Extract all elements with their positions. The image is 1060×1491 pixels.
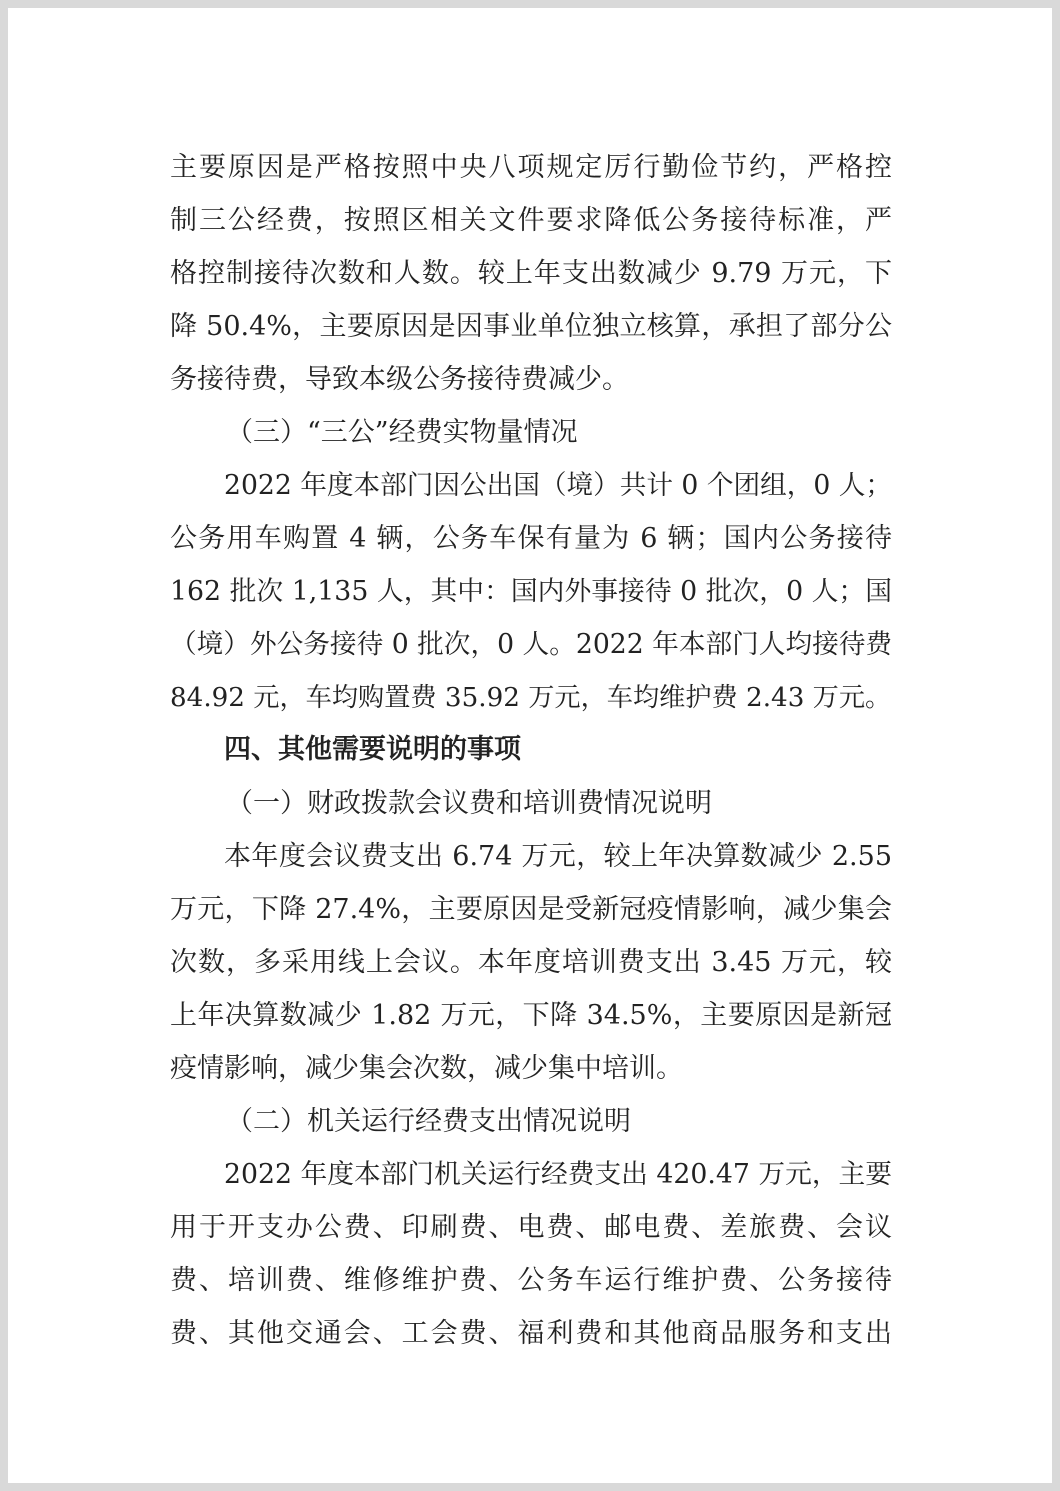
- paragraph-line: 84.92 元，车均购置费 35.92 万元，车均维护费 2.43 万元。: [170, 683, 892, 713]
- subsection-heading-2: （二）机关运行经费支出情况说明: [226, 1106, 631, 1137]
- section-heading-4: 四、其他需要说明的事项: [224, 734, 521, 765]
- section-heading-3: （三）“三公”经费实物量情况: [226, 417, 578, 448]
- paragraph-line: 2022 年度本部门机关运行经费支出 420.47 万元，主要: [224, 1159, 892, 1190]
- paragraph-line: 162 批次 1,135 人，其中：国内外事接待 0 批次，0 人；国: [170, 576, 892, 607]
- paragraph-line: 本年度会议费支出 6.74 万元，较上年决算数减少 2.55: [224, 841, 892, 872]
- paragraph-line: 疫情影响，减少集会次数，减少集中培训。: [170, 1053, 683, 1084]
- paragraph-line: 2022 年度本部门因公出国（境）共计 0 个团组，0 人；: [224, 470, 892, 501]
- paragraph-line: 上年决算数减少 1.82 万元，下降 34.5%，主要原因是新冠: [170, 1000, 892, 1031]
- document-page: [8, 8, 1052, 1483]
- paragraph-line: 降 50.4%，主要原因是因事业单位独立核算，承担了部分公: [170, 311, 892, 342]
- paragraph-line: 费、培训费、维修维护费、公务车运行维护费、公务接待: [170, 1265, 892, 1296]
- paragraph-line: 务接待费，导致本级公务接待费减少。: [170, 364, 629, 395]
- subsection-heading-1: （一）财政拨款会议费和培训费情况说明: [226, 788, 712, 819]
- paragraph-line: 用于开支办公费、印刷费、电费、邮电费、差旅费、会议: [170, 1212, 892, 1243]
- paragraph-line: 公务用车购置 4 辆，公务车保有量为 6 辆；国内公务接待: [170, 523, 892, 554]
- paragraph-line: 万元，下降 27.4%，主要原因是受新冠疫情影响，减少集会: [170, 894, 892, 925]
- paragraph-line: 主要原因是严格按照中央八项规定厉行勤俭节约，严格控: [170, 152, 892, 183]
- paragraph-line: 次数，多采用线上会议。本年度培训费支出 3.45 万元，较: [170, 947, 892, 978]
- paragraph-line: 格控制接待次数和人数。较上年支出数减少 9.79 万元，下: [170, 258, 892, 289]
- paragraph-line: 费、其他交通会、工会费、福利费和其他商品服务和支出: [170, 1318, 892, 1349]
- paragraph-line: （境）外公务接待 0 批次，0 人。2022 年本部门人均接待费: [170, 629, 893, 660]
- paragraph-line: 制三公经费，按照区相关文件要求降低公务接待标准，严: [170, 205, 892, 236]
